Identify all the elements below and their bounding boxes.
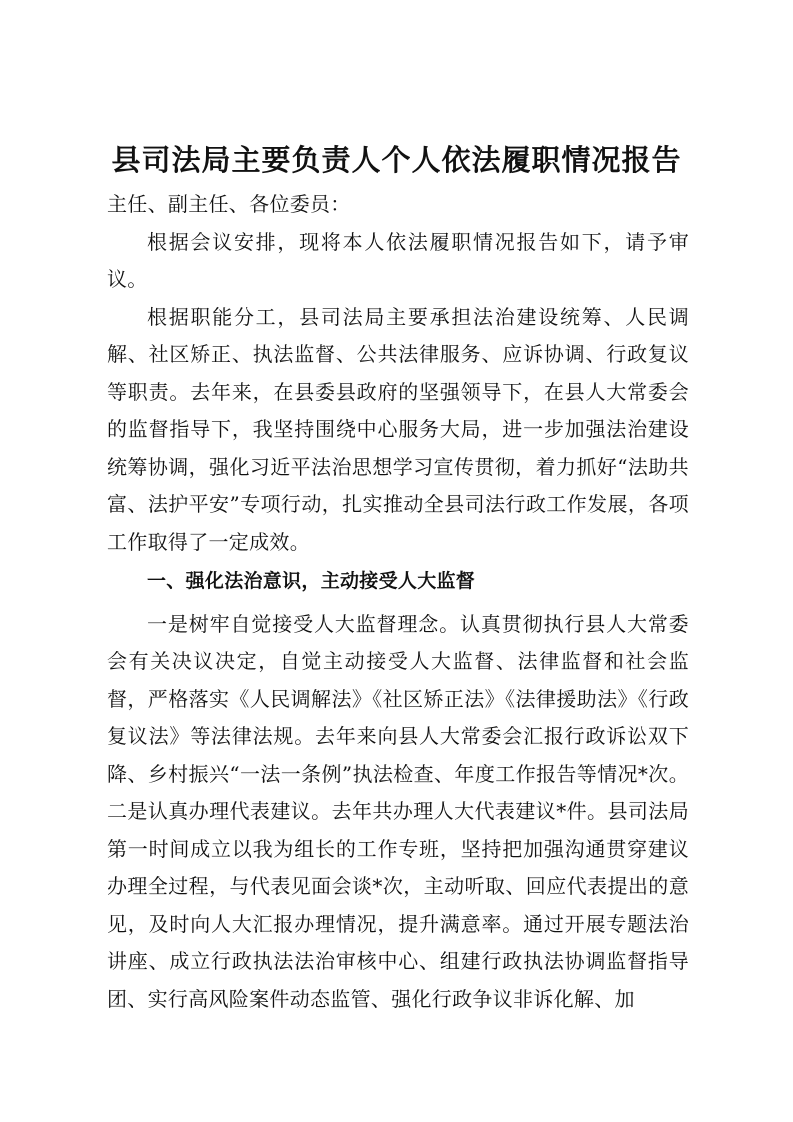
document-title: 县司法局主要负责人个人依法履职情况报告 [111,143,682,177]
paragraph-duties: 根据职能分工，县司法局主要承担法治建设统筹、人民调解、社区矫正、执法监督、公共法律服务、应诉协调、行政复议等职责。去年来，在县委县政府的坚强领导下，在县人大常委会的监督指导下，我坚持围绕中心服务大局，进一步加强法治建设统筹协调，强化习近平法治思想学习宣传贯彻，着力抓好“法助共富、法护平安”专项行动，扎实推动全县司法行政工作发展，各项工作取得了一定成效。 [107,304,689,554]
paragraph-intro: 根据会议安排，现将本人依法履职情况报告如下，请予审议。 [107,229,689,291]
section-paragraph: 一是树牢自觉接受人大监督理念。认真贯彻执行县人大常委会有关决议决定，自觉主动接受人大监督、法律监督和社会监督，严格落实《人民调解法》《社区矫正法》《法律援助法》《行政复议法》等法律法规。去年来向县人大常委会汇报行政诉讼双下降、乡村振兴“一法一条例”执法检查、年度工作报告等情况*次。二是认真办理代表建议。去年共办理人大代表建议*件。县司法局第一时间成立以我为组长的工作专班，坚持把加强沟通贯穿建议办理全过程，与代表见面会谈*次，主动听取、回应代表提出的意见，及时向人大汇报办理情况，提升满意率。通过开展专题法治讲座、成立行政执法法治审核中心、组建行政执法协调监督指导团、实行高风险案件动态监管、强化行政争议非诉化解、加 [107,611,689,1011]
section-heading: 一、强化法治意识，主动接受人大监督 [147,570,476,592]
salutation: 主任、副主任、各位委员： [107,192,351,216]
document-body [107,186,689,1018]
